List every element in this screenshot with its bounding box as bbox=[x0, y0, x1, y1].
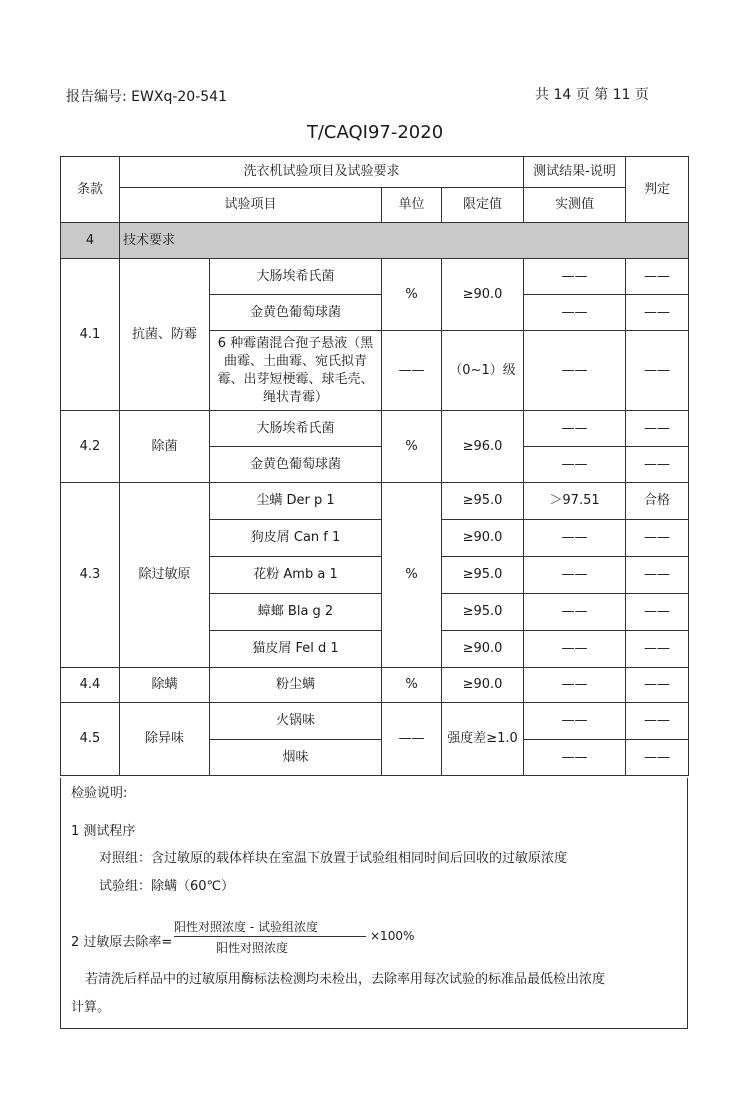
test-item: 大肠埃希氏菌 bbox=[210, 259, 382, 295]
unit-value: —— bbox=[382, 331, 442, 411]
measured-value: —— bbox=[524, 703, 626, 740]
header-test-item: 试验项目 bbox=[120, 188, 382, 223]
test-item: 金黄色葡萄球菌 bbox=[210, 447, 382, 483]
judgement-value: —— bbox=[626, 295, 689, 331]
header-result: 测试结果-说明 bbox=[524, 157, 626, 188]
measured-value: ＞97.51 bbox=[524, 483, 626, 520]
formula-denominator: 阳性对照浓度 bbox=[216, 941, 289, 955]
notes-title: 检验说明: bbox=[71, 786, 128, 801]
header-clause: 条款 bbox=[61, 157, 120, 223]
clause-name: 除过敏原 bbox=[120, 483, 210, 668]
fraction-bar bbox=[174, 936, 366, 937]
measured-value: —— bbox=[524, 631, 626, 668]
judgement-value: 合格 bbox=[626, 483, 689, 520]
limit-value: ≥95.0 bbox=[442, 557, 524, 594]
clause-name: 除异味 bbox=[120, 703, 210, 776]
unit-value: % bbox=[382, 483, 442, 668]
measured-value: —— bbox=[524, 668, 626, 703]
note-undetected-line1: 若清洗后样品中的过敏原用酶标法检测均未检出，去除率用每次试验的标准品最低检出浓度 bbox=[85, 972, 606, 987]
header-wash-requirements: 洗衣机试验项目及试验要求 bbox=[120, 157, 524, 188]
unit-value: —— bbox=[382, 703, 442, 776]
judgement-value: —— bbox=[626, 594, 689, 631]
clause-name: 除螨 bbox=[120, 668, 210, 703]
table-row bbox=[61, 483, 689, 520]
judgement-value: —— bbox=[626, 331, 689, 411]
unit-value: % bbox=[382, 668, 442, 703]
limit-value: 强度差≥1.0 bbox=[442, 703, 524, 776]
report-number: 报告编号: EWXq-20-541 bbox=[66, 89, 227, 105]
judgement-value: —— bbox=[626, 703, 689, 740]
page-number: 共 14 页 第 11 页 bbox=[535, 87, 649, 103]
judgement-value: —— bbox=[626, 557, 689, 594]
section-title: 技术要求 bbox=[120, 223, 689, 259]
test-item: 狗皮屑 Can f 1 bbox=[210, 520, 382, 557]
judgement-value: —— bbox=[626, 520, 689, 557]
judgement-value: —— bbox=[626, 668, 689, 703]
test-group-text: 试验组：除螨（60℃） bbox=[99, 879, 235, 894]
test-item: 花粉 Amb a 1 bbox=[210, 557, 382, 594]
table-row bbox=[61, 411, 689, 447]
limit-value: ≥95.0 bbox=[442, 483, 524, 520]
section-number: 4 bbox=[61, 223, 120, 259]
inspection-notes bbox=[60, 778, 688, 1029]
measured-value: —— bbox=[524, 740, 626, 776]
limit-value: ≥90.0 bbox=[442, 259, 524, 331]
unit-value: % bbox=[382, 411, 442, 483]
procedure-title: 1 测试程序 bbox=[71, 824, 136, 839]
measured-value: —— bbox=[524, 259, 626, 295]
test-item: 金黄色葡萄球菌 bbox=[210, 295, 382, 331]
limit-value: ≥90.0 bbox=[442, 520, 524, 557]
section-row bbox=[61, 223, 689, 259]
limit-value: ≥95.0 bbox=[442, 594, 524, 631]
test-item: 烟味 bbox=[210, 740, 382, 776]
table-row bbox=[61, 668, 689, 703]
measured-value: —— bbox=[524, 331, 626, 411]
test-item: 猫皮屑 Fel d 1 bbox=[210, 631, 382, 668]
standard-title: T/CAQI97-2020 bbox=[306, 122, 444, 143]
test-item: 大肠埃希氏菌 bbox=[210, 411, 382, 447]
measured-value: —— bbox=[524, 594, 626, 631]
limit-value: ≥96.0 bbox=[442, 411, 524, 483]
limit-value: ≥90.0 bbox=[442, 631, 524, 668]
clause-number: 4.3 bbox=[61, 483, 120, 668]
table-row bbox=[61, 703, 689, 740]
judgement-value: —— bbox=[626, 259, 689, 295]
clause-number: 4.5 bbox=[61, 703, 120, 776]
control-group-text: 对照组：含过敏原的载体样块在室温下放置于试验组相同时间后回收的过敏原浓度 bbox=[99, 851, 568, 866]
judgement-value: —— bbox=[626, 411, 689, 447]
header-judgement: 判定 bbox=[626, 157, 689, 223]
clause-number: 4.2 bbox=[61, 411, 120, 483]
test-item: 蟑螂 Bla g 2 bbox=[210, 594, 382, 631]
test-item: 6 种霉菌混合孢子悬液（黑曲霉、土曲霉、宛氏拟青霉、出芽短梗霉、球毛壳、绳状青霉） bbox=[210, 331, 382, 411]
measured-value: —— bbox=[524, 447, 626, 483]
formula-multiplier: ×100% bbox=[370, 929, 415, 943]
note-undetected-line2: 计算。 bbox=[71, 1000, 111, 1015]
measured-value: —— bbox=[524, 557, 626, 594]
removal-rate-label: 2 过敏原去除率= bbox=[71, 935, 173, 950]
test-results-table bbox=[60, 156, 689, 776]
unit-value: % bbox=[382, 259, 442, 331]
header-measured: 实测值 bbox=[524, 188, 626, 223]
header-unit: 单位 bbox=[382, 188, 442, 223]
judgement-value: —— bbox=[626, 740, 689, 776]
limit-value: （0~1）级 bbox=[442, 331, 524, 411]
clause-name: 抗菌、防霉 bbox=[120, 259, 210, 411]
test-item: 火锅味 bbox=[210, 703, 382, 740]
measured-value: —— bbox=[524, 295, 626, 331]
test-item: 粉尘螨 bbox=[210, 668, 382, 703]
measured-value: —— bbox=[524, 520, 626, 557]
measured-value: —— bbox=[524, 411, 626, 447]
table-row bbox=[61, 259, 689, 295]
judgement-value: —— bbox=[626, 447, 689, 483]
limit-value: ≥90.0 bbox=[442, 668, 524, 703]
clause-number: 4.4 bbox=[61, 668, 120, 703]
formula-numerator: 阳性对照浓度 - 试验组浓度 bbox=[174, 920, 318, 934]
header-limit: 限定值 bbox=[442, 188, 524, 223]
clause-name: 除菌 bbox=[120, 411, 210, 483]
test-item: 尘螨 Der p 1 bbox=[210, 483, 382, 520]
judgement-value: —— bbox=[626, 631, 689, 668]
clause-number: 4.1 bbox=[61, 259, 120, 411]
